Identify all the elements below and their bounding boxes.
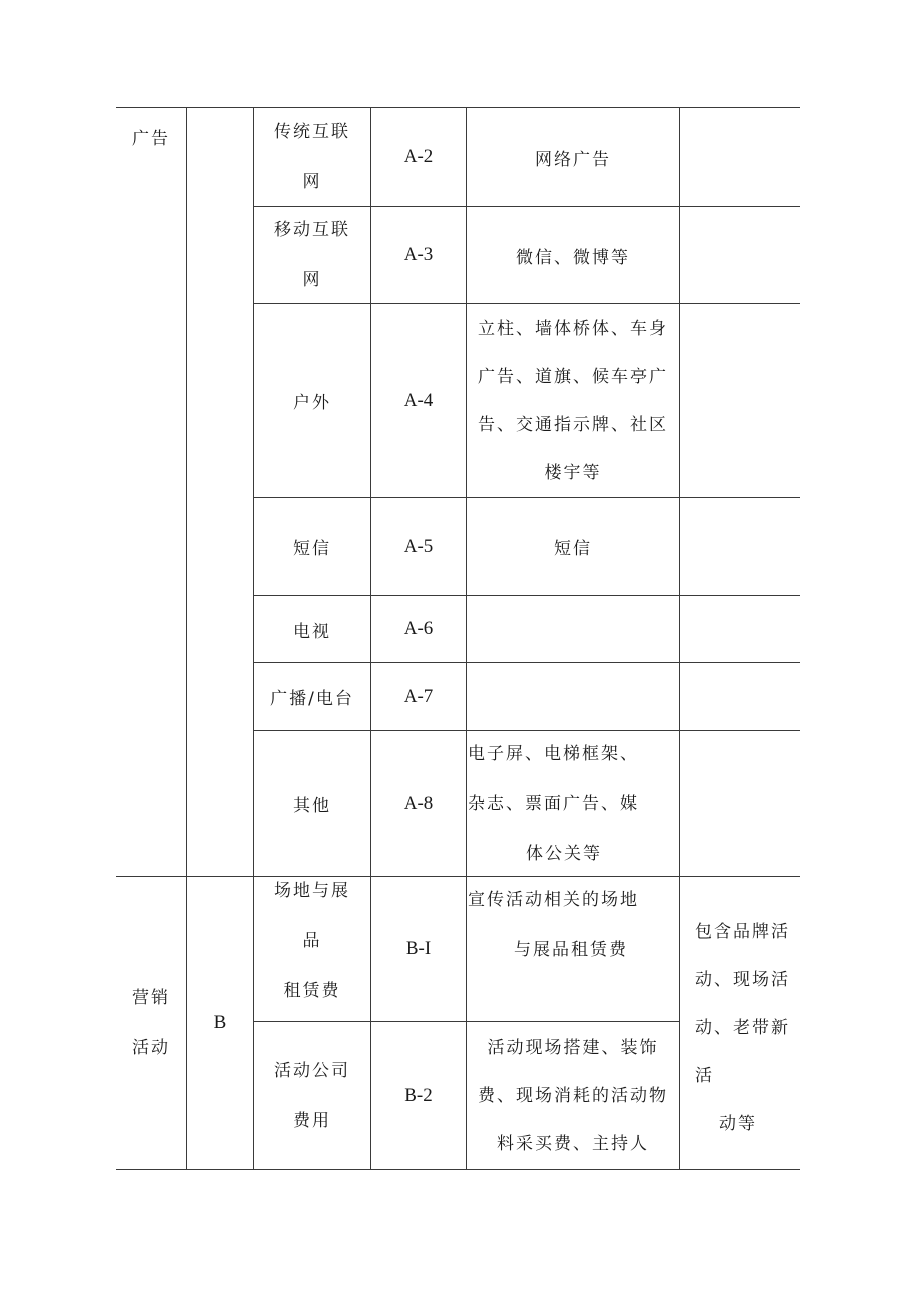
description-cell: [468, 877, 678, 973]
code-value: A-6: [403, 618, 434, 639]
description-text: 立柱、墙体桥体、车身: [478, 318, 668, 339]
category-code: B: [213, 1012, 227, 1033]
description-cell: [467, 1022, 679, 1169]
code-cell: [371, 304, 466, 497]
channel-label: 场地与展: [274, 881, 350, 901]
code-cell: [371, 1022, 466, 1169]
description-text: 料采买费、主持人: [497, 1133, 649, 1154]
code-value: A-4: [403, 389, 434, 411]
description-text: 杂志、票面广告、媒: [468, 793, 639, 814]
description-text: 楼宇等: [544, 462, 602, 483]
code-value: A-2: [403, 146, 434, 167]
note-text: 动等: [719, 1114, 757, 1134]
channel-label: 电视: [293, 621, 331, 642]
description-cell: [467, 498, 679, 595]
description-text: 网络广告: [535, 149, 611, 170]
description-cell: [467, 108, 679, 206]
code-value: B-I: [405, 938, 432, 959]
table-bottom-rule: [116, 1169, 800, 1170]
channel-label: 短信: [293, 539, 331, 559]
code-cell: [371, 207, 466, 303]
description-text: 短信: [554, 539, 592, 559]
description-text: 告、交通指示牌、社区: [478, 414, 668, 435]
note-text: 动、现场活: [695, 970, 790, 990]
description-cell: [468, 731, 678, 876]
code-cell: [371, 498, 466, 595]
channel-label: 传统互联: [274, 122, 350, 142]
code-value: A-7: [403, 685, 434, 707]
description-text: 费、现场消耗的活动物: [478, 1085, 668, 1106]
description-text: 广告、道旗、候车亭广: [478, 366, 668, 387]
column-divider: [679, 107, 680, 1170]
channel-cell: [254, 304, 370, 497]
channel-cell: [254, 498, 370, 595]
code-cell: [371, 108, 466, 206]
category-code-cell: [187, 877, 253, 1169]
code-cell: [371, 731, 466, 876]
channel-label: 户外: [293, 393, 331, 413]
channel-label: 品: [302, 931, 322, 951]
description-text: 体公关等: [526, 843, 602, 864]
channel-label: 其他: [293, 796, 331, 816]
channel-label: 网: [302, 270, 322, 290]
description-text: 宣传活动相关的场地: [468, 890, 639, 910]
channel-cell: [254, 1022, 370, 1169]
channel-cell: [254, 108, 370, 206]
description-text: 活动现场搭建、装饰: [487, 1037, 659, 1058]
description-text: 微信、微博等: [516, 247, 630, 268]
code-value: A-8: [403, 792, 434, 814]
channel-cell: [254, 663, 370, 730]
code-cell: [371, 663, 466, 730]
note-text: 包含品牌活: [695, 922, 790, 942]
description-cell: [467, 304, 679, 497]
code-cell: [371, 596, 466, 662]
channel-label: 租赁费: [283, 981, 341, 1001]
channel-label: 广播/电台: [270, 689, 354, 709]
code-value: B-2: [404, 1084, 433, 1106]
code-value: A-3: [403, 244, 434, 265]
channel-cell: [254, 207, 370, 303]
note-text: 动、老带新: [695, 1018, 790, 1038]
note-cell: [695, 908, 799, 1152]
category-label: 活动: [132, 1038, 170, 1058]
category-cell: [117, 118, 185, 154]
description-cell: [467, 207, 679, 303]
channel-label: 费用: [293, 1110, 331, 1131]
description-text: 与展品租赁费: [514, 940, 628, 960]
code-value: A-5: [403, 535, 434, 557]
channel-label: 网: [302, 172, 322, 192]
note-text: 活: [695, 1066, 714, 1086]
channel-cell: [254, 866, 370, 1016]
channel-label: 移动互联: [274, 220, 350, 240]
code-cell: [371, 877, 466, 1021]
channel-cell: [254, 596, 370, 662]
channel-cell: [254, 731, 370, 876]
category-label: 广告: [132, 128, 170, 149]
category-cell: [117, 877, 185, 1169]
description-text: 电子屏、电梯框架、: [468, 743, 639, 764]
channel-label: 活动公司: [274, 1060, 350, 1081]
category-label: 营销: [132, 988, 170, 1008]
